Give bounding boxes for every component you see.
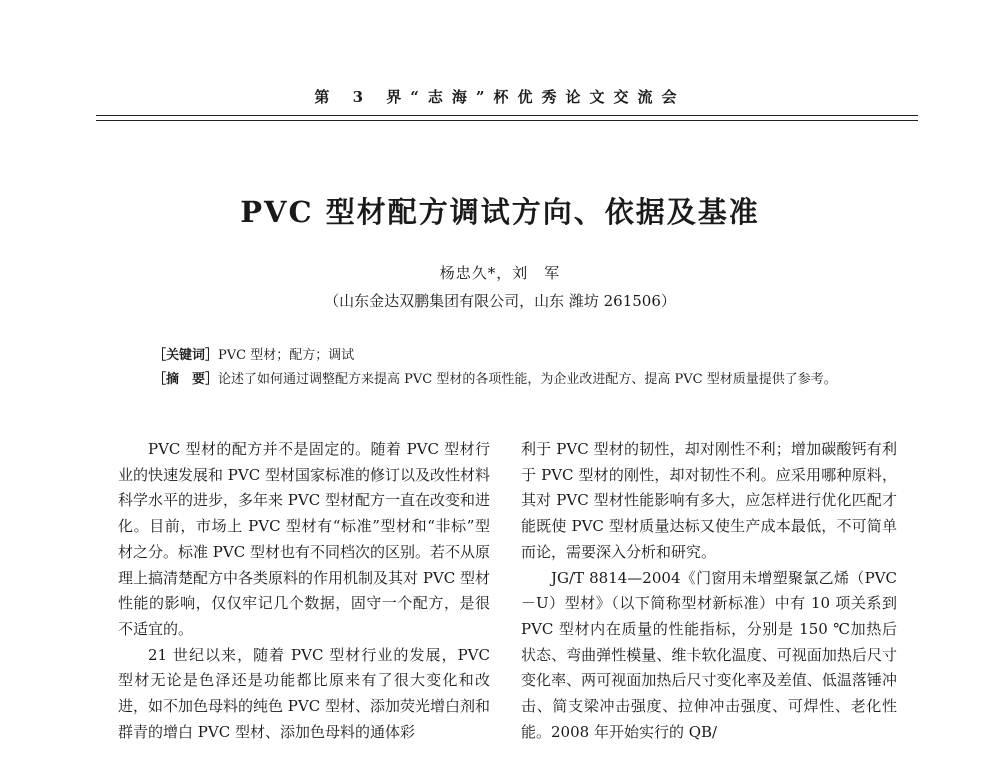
abstract-text: 论述了如何通过调整配方来提高 PVC 型材的各项性能，为企业改进配方、提高 PVC 型材质量提供了参考。 (218, 372, 837, 387)
paper-authors: 杨忠久*，刘 军 (439, 264, 561, 282)
abstract-label: ［摘 要］ (153, 372, 219, 387)
paragraph: 21 世纪以来，随着 PVC 型材行业的发展，PVC 型材无论是色泽还是功能都比原来有了很大变化和改进，如不加色母料的纯色 PVC 型材、添加荧光增白剂和群青的增白 PVC 型材、添加色母料的通体彩 (118, 645, 490, 741)
header-rule-thin (96, 115, 918, 116)
body-right-column (521, 437, 897, 745)
paragraph: JG/T 8814—2004《门窗用未增塑聚氯乙烯（PVC－U）型材》（以下简称型材新标准）中有 10 项关系到 PVC 型材内在质量的性能指标，分别是 150 ℃加热后状态、弯曲弹性模量、维卡软化温度、可视面加热后尺寸变化率、两可视面加热后尺寸变化率及差值、低温落锤冲击、简支梁冲击强度、拉伸冲击强度、可焊性、老化性能。2008 年开始实行的 QB/ (521, 568, 897, 741)
body-left-column (118, 437, 490, 745)
abstract (134, 369, 894, 390)
paragraph: 利于 PVC 型材的韧性，却对刚性不利；增加碳酸钙有利于 PVC 型材的刚性，却对韧性不利。应采用哪种原料，其对 PVC 型材性能影响有多大，应怎样进行优化匹配才能既使 PVC 型材质量达标又使生产成本最低，不可简单而论，需要深入分析和研究。 (521, 440, 897, 561)
paragraph: PVC 型材的配方并不是固定的。随着 PVC 型材行业的快速发展和 PVC 型材国家标准的修订以及改性材料科学水平的进步，多年来 PVC 型材配方一直在改变和进化。目前，市场上 PVC 型材有“标准”型材和“非标”型材之分。标准 PVC 型材也有不同档次的区别。若不从原理上搞清楚配方中各类原料的作用机制及其对 PVC 型材性能的影响，仅仅牢记几个数据，固守一个配方，是很不适宜的。 (118, 440, 490, 638)
keywords (153, 344, 354, 363)
keywords-label: ［关键词］ (153, 348, 219, 363)
author-affiliation: （山东金达双鹏集团有限公司，山东 潍坊 261506） (324, 292, 676, 310)
paper-title: PVC 型材配方调试方向、依据及基准 (240, 195, 760, 229)
header-rule-thick (96, 120, 918, 121)
keywords-text: PVC 型材；配方；调试 (218, 348, 355, 363)
running-header: 第 3 界“志海”杯优秀论文交流会 (314, 88, 686, 106)
